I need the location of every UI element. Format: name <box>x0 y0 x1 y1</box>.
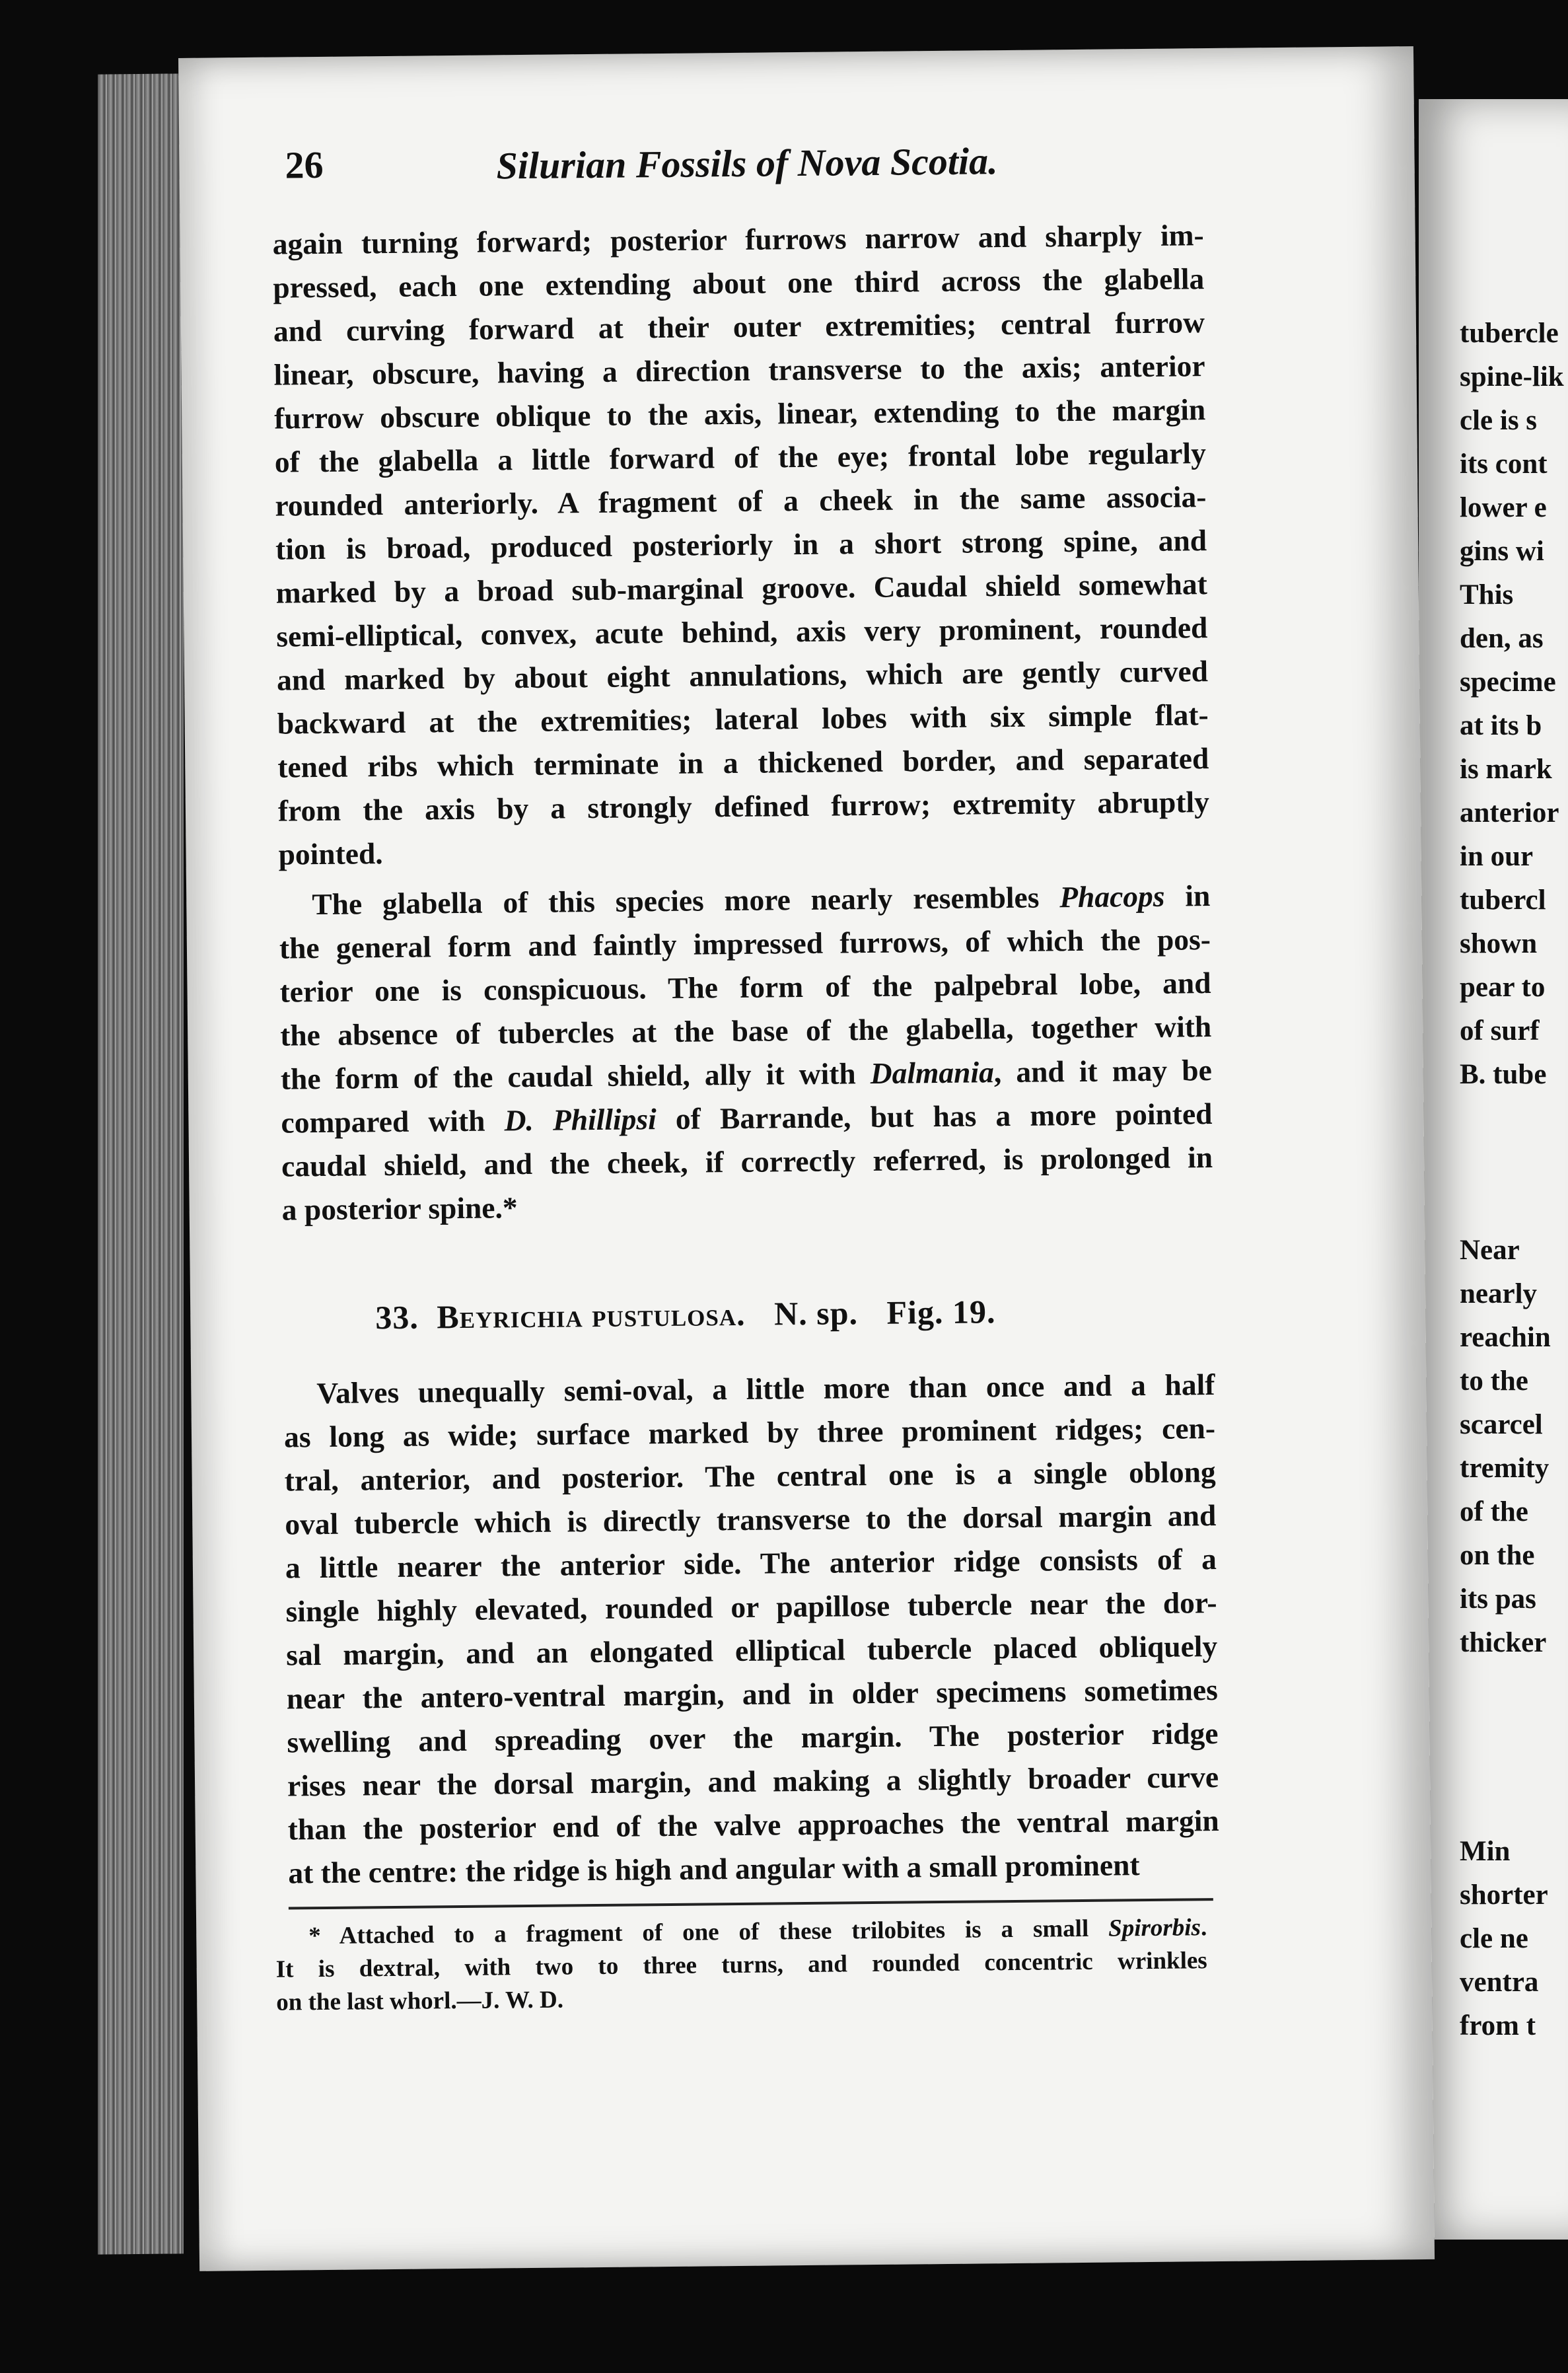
text-line: and marked by about eight annulations, which are gently curved <box>276 654 1209 697</box>
facing-page-fragment: of the <box>1460 1496 1528 1527</box>
text-line: as long as wide; surface marked by three prominent ridges; cen- <box>283 1411 1216 1454</box>
section-number: 33. <box>375 1298 419 1336</box>
facing-page-fragment: pear to <box>1460 972 1546 1003</box>
text-line: pressed, each one extending about one third across the glabella <box>273 262 1205 305</box>
section-heading <box>375 1292 996 1336</box>
facing-page-fragment: shorter <box>1460 1880 1548 1911</box>
species-status: N. sp. <box>773 1294 859 1333</box>
figure-reference: Fig. 19. <box>886 1293 996 1331</box>
facing-page-fragment: in our <box>1460 841 1534 872</box>
text-line: semi-elliptical, convex, acute behind, axis very prominent, rounded <box>276 610 1208 653</box>
text-line: of the glabella a little forward of the eye; frontal lobe regularly <box>274 436 1207 479</box>
facing-page-fragment: cle is s <box>1460 405 1538 436</box>
facing-page-fragment: its cont <box>1460 449 1548 480</box>
facing-page-fragment: specime <box>1460 667 1556 698</box>
facing-page-fragment: cle ne <box>1460 1923 1528 1954</box>
text-line: rounded anteriorly. A fragment of a cheek in the same associa- <box>275 480 1207 523</box>
text-line: rises near the dorsal margin, and making a slightly broader curve <box>287 1760 1219 1803</box>
facing-page-fragment: on the <box>1460 1540 1535 1571</box>
facing-page-fragment: of surf <box>1460 1015 1540 1046</box>
facing-page-fragment: spine-lik <box>1460 361 1564 392</box>
facing-page-fragment: anterior <box>1460 797 1559 828</box>
text-line: sal margin, and an elongated elliptical tubercle placed obliquely <box>285 1629 1218 1672</box>
paragraph-description <box>272 213 1209 876</box>
book-page <box>178 46 1435 2271</box>
facing-page-fragment: tremity <box>1460 1453 1550 1484</box>
facing-page-fragment: tubercle <box>1460 318 1559 349</box>
facing-page-fragment: B. tube <box>1460 1059 1547 1090</box>
facing-page-fragment: its pas <box>1460 1584 1536 1615</box>
text-line: and curving forward at their outer extremities; central furrow <box>273 305 1205 348</box>
species-name: Beyrichia pustulosa. <box>437 1295 746 1336</box>
facing-page-fragment: reachin <box>1460 1322 1551 1353</box>
text-line: a posterior spine.* <box>281 1190 518 1227</box>
text-line: The glabella of this species more nearly resembles Phacops in <box>312 879 1211 922</box>
paragraph-comparison <box>279 874 1213 1232</box>
text-line: near the antero-ventral margin, and in older specimens sometimes <box>286 1673 1219 1716</box>
footnote-line: * Attached to a fragment of one of these trilobites is a small Spirorbis. <box>308 1914 1207 1950</box>
text-line: the form of the caudal shield, ally it with Dalmania, and it may be <box>280 1053 1213 1096</box>
facing-page-fragment: nearly <box>1460 1278 1538 1309</box>
text-line: the absence of tubercles at the base of the glabella, together with <box>279 1009 1212 1052</box>
page-number: 26 <box>285 143 324 187</box>
facing-page-fragment: scarcel <box>1460 1409 1543 1440</box>
text-line: from the axis by a strongly defined furrow; extremity abruptly <box>277 785 1210 828</box>
text-line: Valves unequally semi-oval, a little more than once and a half <box>316 1368 1215 1410</box>
footnote <box>275 1911 1207 2020</box>
text-line: swelling and spreading over the margin. The posterior ridge <box>287 1716 1219 1759</box>
text-line: linear, obscure, having a direction transverse to the axis; anterior <box>273 349 1205 392</box>
text-line: backward at the extremities; lateral lobes with six simple flat- <box>277 698 1209 741</box>
text-line: than the posterior end of the valve approaches the ventral margin <box>287 1803 1219 1846</box>
text-line: pointed. <box>278 836 383 871</box>
facing-page-fragment: shown <box>1460 928 1538 959</box>
text-line: single highly elevated, rounded or papillose tubercle near the dor- <box>285 1586 1217 1628</box>
facing-page-fragment: den, as <box>1460 623 1544 654</box>
text-line: tral, anterior, and posterior. The central one is a single oblong <box>284 1455 1216 1498</box>
running-title: Silurian Fossils of Nova Scotia. <box>496 139 998 188</box>
facing-page-fragment: lower e <box>1460 492 1547 523</box>
facing-page <box>1419 99 1568 2240</box>
text-line: compared with D. Phillipsi of Barrande, but has a more pointed <box>281 1097 1213 1140</box>
book-page-edges <box>98 73 184 2254</box>
facing-page-fragment: to the <box>1460 1366 1528 1397</box>
text-line: tion is broad, produced posteriorly in a short strong spine, and <box>275 523 1207 566</box>
text-line: tened ribs which terminate in a thickened border, and separated <box>277 741 1209 784</box>
facing-page-fragment: This <box>1460 579 1514 610</box>
facing-page-fragment: at its b <box>1460 710 1542 741</box>
text-line: marked by a broad sub-marginal groove. Caudal shield somewhat <box>275 567 1207 610</box>
text-line: furrow obscure oblique to the axis, linear, extending to the margin <box>273 392 1206 435</box>
text-line: caudal shield, and the cheek, if correctly referred, is prolonged in <box>281 1140 1213 1183</box>
facing-page-fragment: Min <box>1460 1836 1511 1867</box>
text-line: a little nearer the anterior side. The anterior ridge consists of a <box>285 1542 1217 1585</box>
text-line: at the centre: the ridge is high and angular with a small prominent <box>288 1848 1140 1890</box>
text-line: again turning forward; posterior furrows narrow and sharply im- <box>272 218 1204 261</box>
text-line: oval tubercle which is directly transverse to the dorsal margin and <box>285 1498 1217 1541</box>
paragraph-beyrichia <box>283 1363 1220 1895</box>
footnote-rule <box>289 1898 1213 1909</box>
facing-page-fragment: tubercl <box>1460 885 1546 916</box>
facing-page-fragment: from t <box>1460 2010 1536 2041</box>
text-line: the general form and faintly impressed furrows, of which the pos- <box>279 922 1211 965</box>
text-line: terior one is conspicuous. The form of the palpebral lobe, and <box>279 966 1211 1009</box>
facing-page-fragment: gins wi <box>1460 536 1544 567</box>
footnote-line: on the last whorl.—J. W. D. <box>276 1986 564 2016</box>
facing-page-fragment: thicker <box>1460 1627 1547 1658</box>
footnote-line: It is dextral, with two to three turns, and rounded concentric wrinkles <box>275 1947 1207 1983</box>
facing-page-fragment: Near <box>1460 1235 1520 1266</box>
facing-page-fragment: ventra <box>1460 1967 1539 1998</box>
facing-page-fragment: is mark <box>1460 754 1552 785</box>
